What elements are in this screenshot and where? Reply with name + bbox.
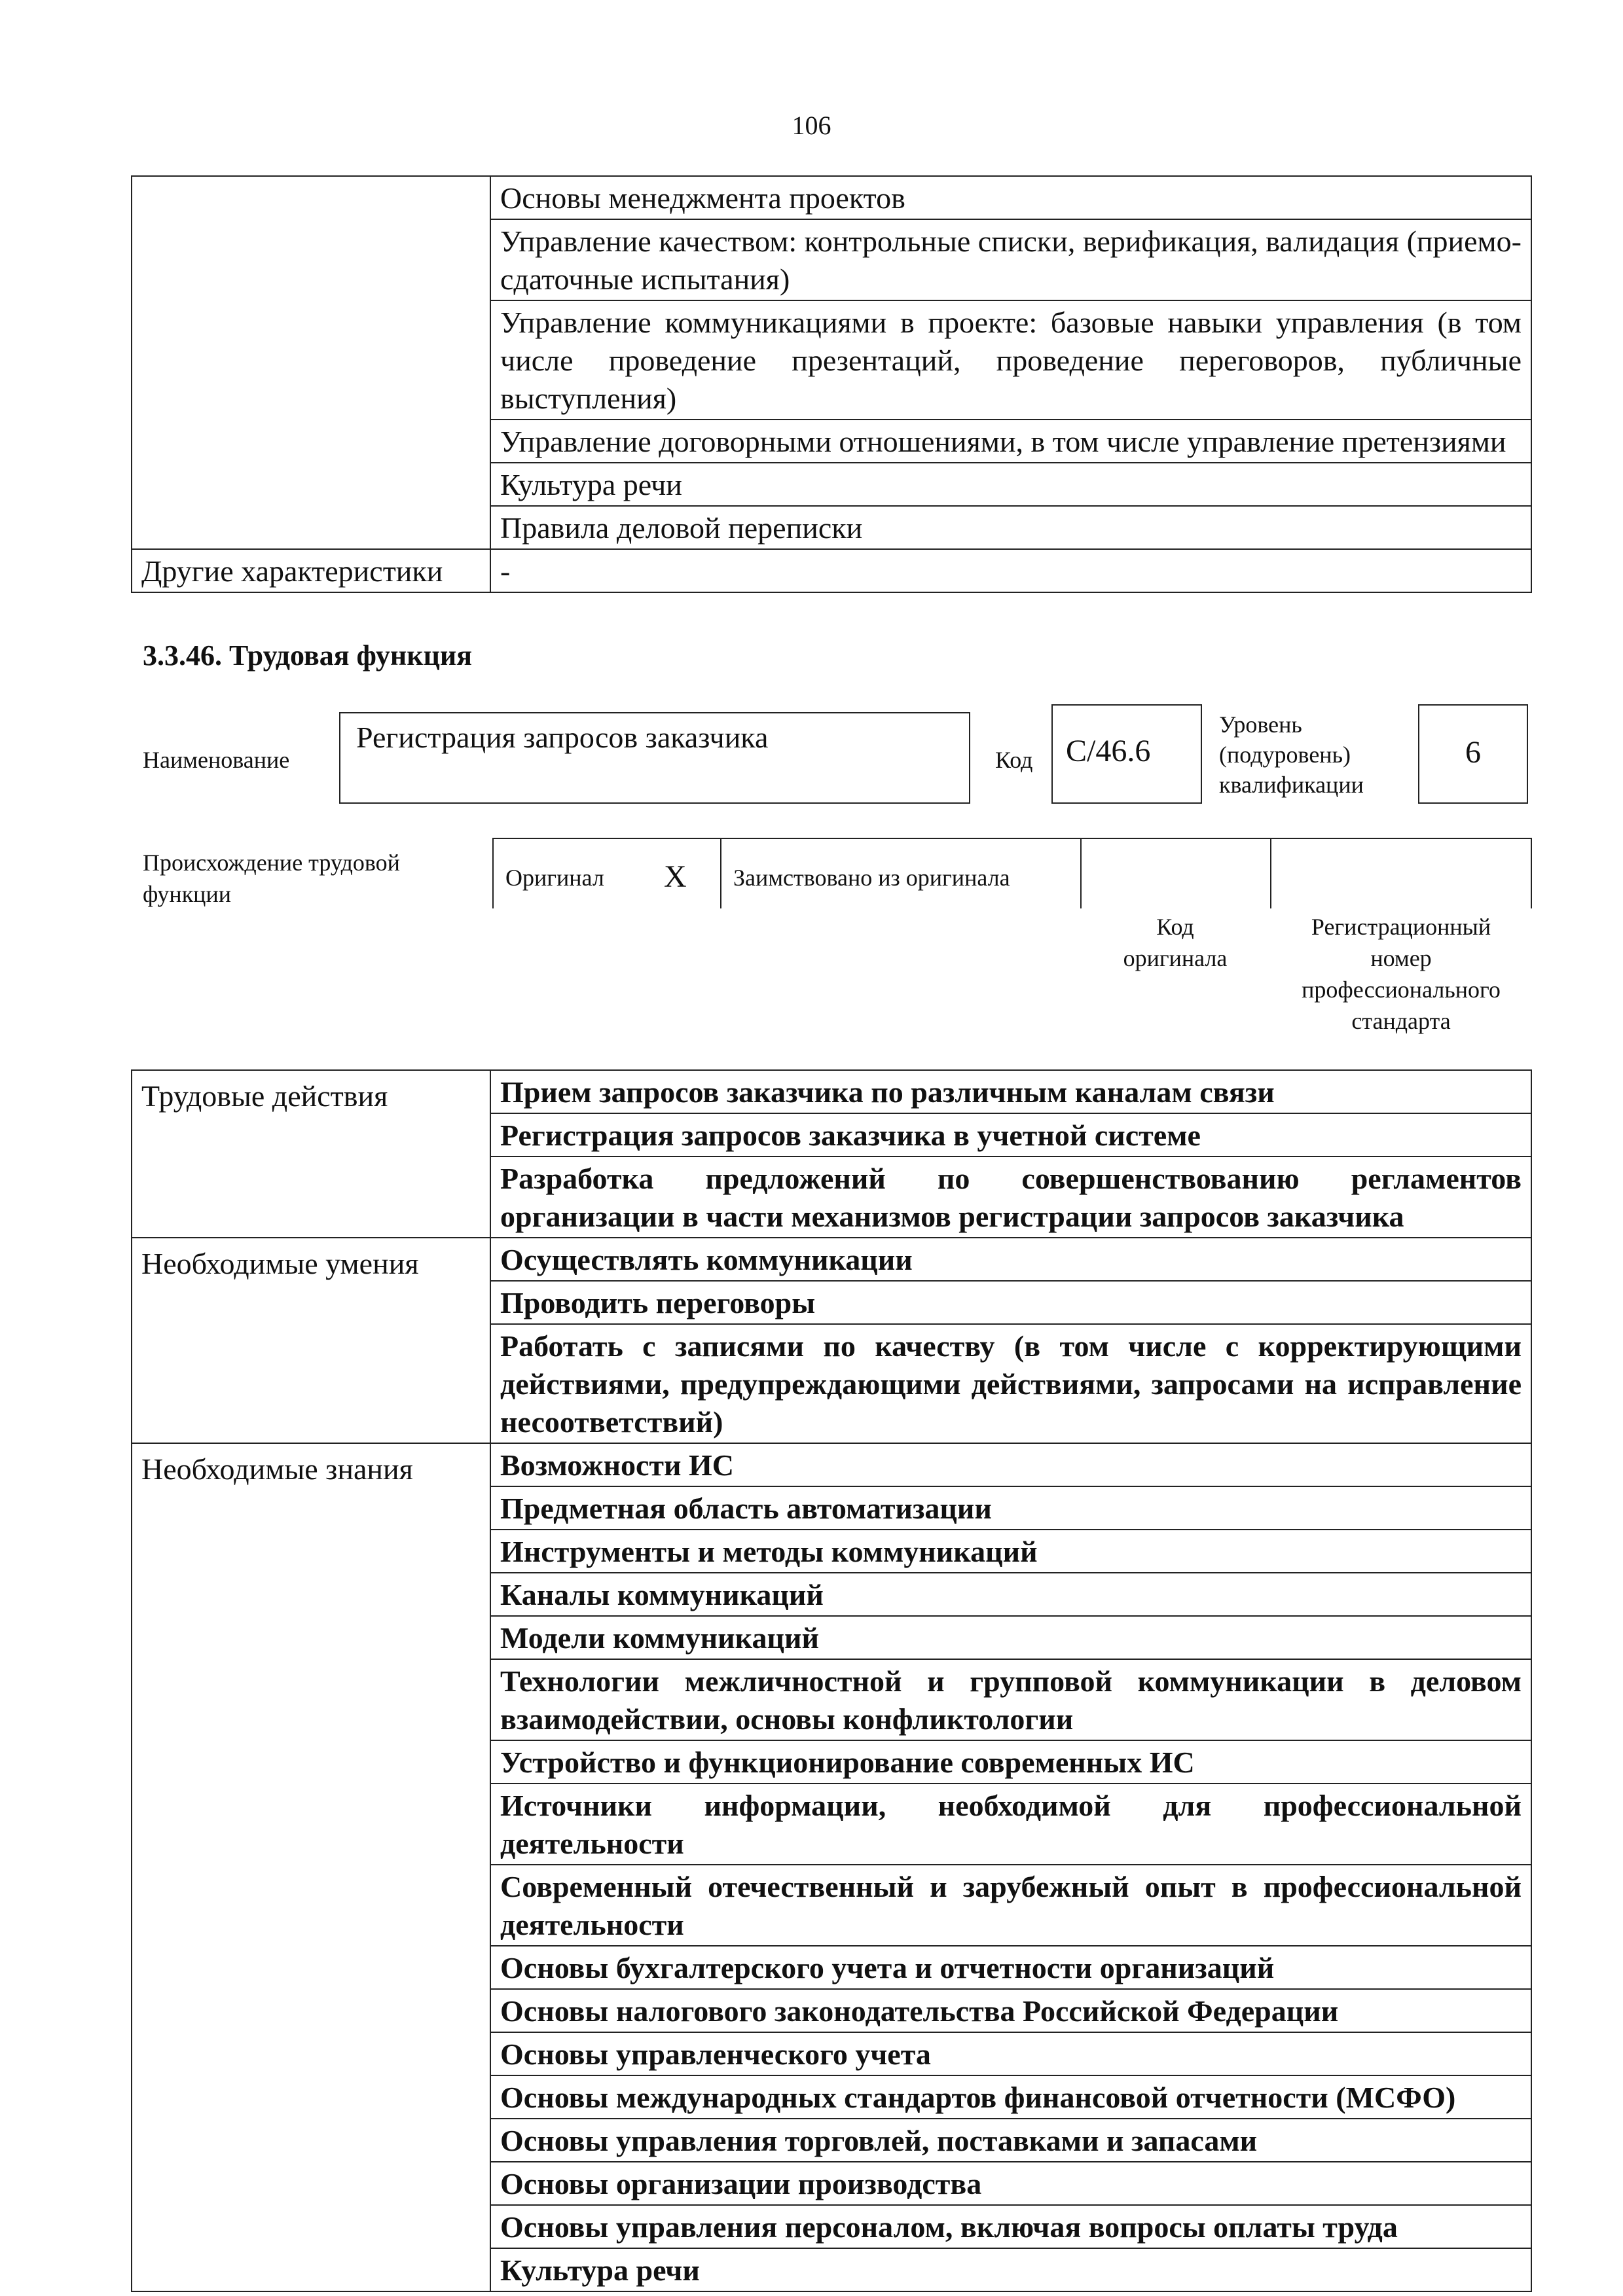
table-cell: Основы налогового законодательства Российской Федерации bbox=[490, 1989, 1531, 2032]
table-cell: Основы организации производства bbox=[490, 2162, 1531, 2205]
labor-actions-label: Трудовые действия bbox=[132, 1070, 490, 1238]
function-name-box bbox=[339, 712, 970, 804]
original-mark: X bbox=[664, 859, 687, 894]
section-heading: 3.3.46. Трудовая функция bbox=[143, 639, 473, 672]
origin-row bbox=[492, 838, 1531, 910]
labor-function-table bbox=[131, 1069, 1532, 2292]
table-cell: Культура речи bbox=[490, 2248, 1531, 2291]
table-row bbox=[132, 1443, 1531, 1486]
table-cell: Работать с записями по качеству (в том числе с корректирующими действиями, предупреждающими действиями, запросами на исправление несоответствий) bbox=[490, 1324, 1531, 1443]
page-number: 106 bbox=[792, 111, 831, 140]
table-cell: Основы управленческого учета bbox=[490, 2032, 1531, 2075]
level-label-line: (подуровень) bbox=[1219, 742, 1351, 768]
caption-line: номер bbox=[1370, 945, 1432, 971]
required-skills-label: Необходимые умения bbox=[132, 1238, 490, 1443]
original-code-caption bbox=[1080, 911, 1270, 974]
table-cell: Прием запросов заказчика по различным каналам связи bbox=[490, 1070, 1531, 1113]
table-cell: Устройство и функционирование современных ИС bbox=[490, 1740, 1531, 1784]
table-cell: Основы бухгалтерского учета и отчетности организаций bbox=[490, 1946, 1531, 1989]
table-cell: Основы управления торговлей, поставками и запасами bbox=[490, 2119, 1531, 2162]
table-cell: Управление договорными отношениями, в том числе управление претензиями bbox=[490, 420, 1531, 463]
other-characteristics-value: - bbox=[490, 549, 1531, 592]
caption-line: Регистрационный bbox=[1311, 914, 1491, 940]
origin-label bbox=[143, 847, 400, 910]
registration-number-caption bbox=[1270, 911, 1532, 1037]
table-cell: Возможности ИС bbox=[490, 1443, 1531, 1486]
table-cell: Управление качеством: контрольные списки, верификация, валидация (приемо-сдаточные испытания) bbox=[490, 219, 1531, 300]
code-box bbox=[1051, 704, 1202, 804]
table-cell: Правила деловой переписки bbox=[490, 506, 1531, 549]
table-row bbox=[132, 1238, 1531, 1281]
original-label: Оригинал bbox=[505, 865, 604, 891]
table-cell: Современный отечественный и зарубежный опыт в профессиональной деятельности bbox=[490, 1865, 1531, 1946]
caption-line: оригинала bbox=[1123, 945, 1228, 971]
required-knowledge-label: Необходимые знания bbox=[132, 1443, 490, 2291]
table-cell: Каналы коммуникаций bbox=[490, 1573, 1531, 1616]
table-row bbox=[132, 549, 1531, 592]
name-label: Наименование bbox=[143, 747, 290, 773]
caption-line: стандарта bbox=[1351, 1008, 1451, 1034]
table-cell: Культура речи bbox=[490, 463, 1531, 506]
level-box bbox=[1418, 704, 1528, 804]
table-cell: Предметная область автоматизации bbox=[490, 1486, 1531, 1530]
function-name-value: Регистрация запросов заказчика bbox=[356, 721, 769, 754]
borrowed-label: Заимствовано из оригинала bbox=[733, 865, 1010, 891]
origin-label-line: функции bbox=[143, 881, 231, 907]
level-label-line: Уровень bbox=[1219, 711, 1302, 738]
table-cell: Проводить переговоры bbox=[490, 1281, 1531, 1324]
table-cell: Основы управления персоналом, включая вопросы оплаты труда bbox=[490, 2205, 1531, 2248]
divider bbox=[1531, 838, 1532, 908]
table-row bbox=[132, 1070, 1531, 1113]
table-cell: Модели коммуникаций bbox=[490, 1616, 1531, 1659]
caption-line: Код bbox=[1156, 914, 1194, 940]
table-cell: Разработка предложений по совершенствованию регламентов организации в части механизмов регистрации запросов заказчика bbox=[490, 1157, 1531, 1238]
divider bbox=[1080, 838, 1082, 908]
table-cell: Технологии межличностной и групповой коммуникации в деловом взаимодействии, основы конфликтологии bbox=[490, 1659, 1531, 1740]
table-cell: Управление коммуникациями в проекте: базовые навыки управления (в том числе проведение презентаций, проведение переговоров, публичные выступления) bbox=[490, 300, 1531, 420]
origin-label-line: Происхождение трудовой bbox=[143, 850, 400, 876]
divider bbox=[492, 838, 494, 908]
continued-knowledge-table bbox=[131, 175, 1532, 593]
qualification-level-label bbox=[1219, 709, 1364, 800]
table-cell: Осуществлять коммуникации bbox=[490, 1238, 1531, 1281]
table-cell: Регистрация запросов заказчика в учетной системе bbox=[490, 1113, 1531, 1157]
level-label-line: квалификации bbox=[1219, 772, 1364, 798]
divider bbox=[1270, 838, 1271, 908]
table-cell: Основы международных стандартов финансовой отчетности (МСФО) bbox=[490, 2075, 1531, 2119]
level-value: 6 bbox=[1465, 735, 1481, 770]
code-value: C/46.6 bbox=[1066, 734, 1151, 768]
divider bbox=[720, 838, 721, 908]
table-row bbox=[132, 176, 1531, 219]
table-cell: Источники информации, необходимой для профессиональной деятельности bbox=[490, 1784, 1531, 1865]
table-cell: Основы менеджмента проектов bbox=[490, 176, 1531, 219]
caption-line: профессионального bbox=[1302, 977, 1501, 1003]
table-cell: Инструменты и методы коммуникаций bbox=[490, 1530, 1531, 1573]
code-label: Код bbox=[995, 747, 1033, 773]
other-characteristics-label: Другие характеристики bbox=[132, 549, 490, 592]
empty-label-cell bbox=[132, 176, 490, 549]
